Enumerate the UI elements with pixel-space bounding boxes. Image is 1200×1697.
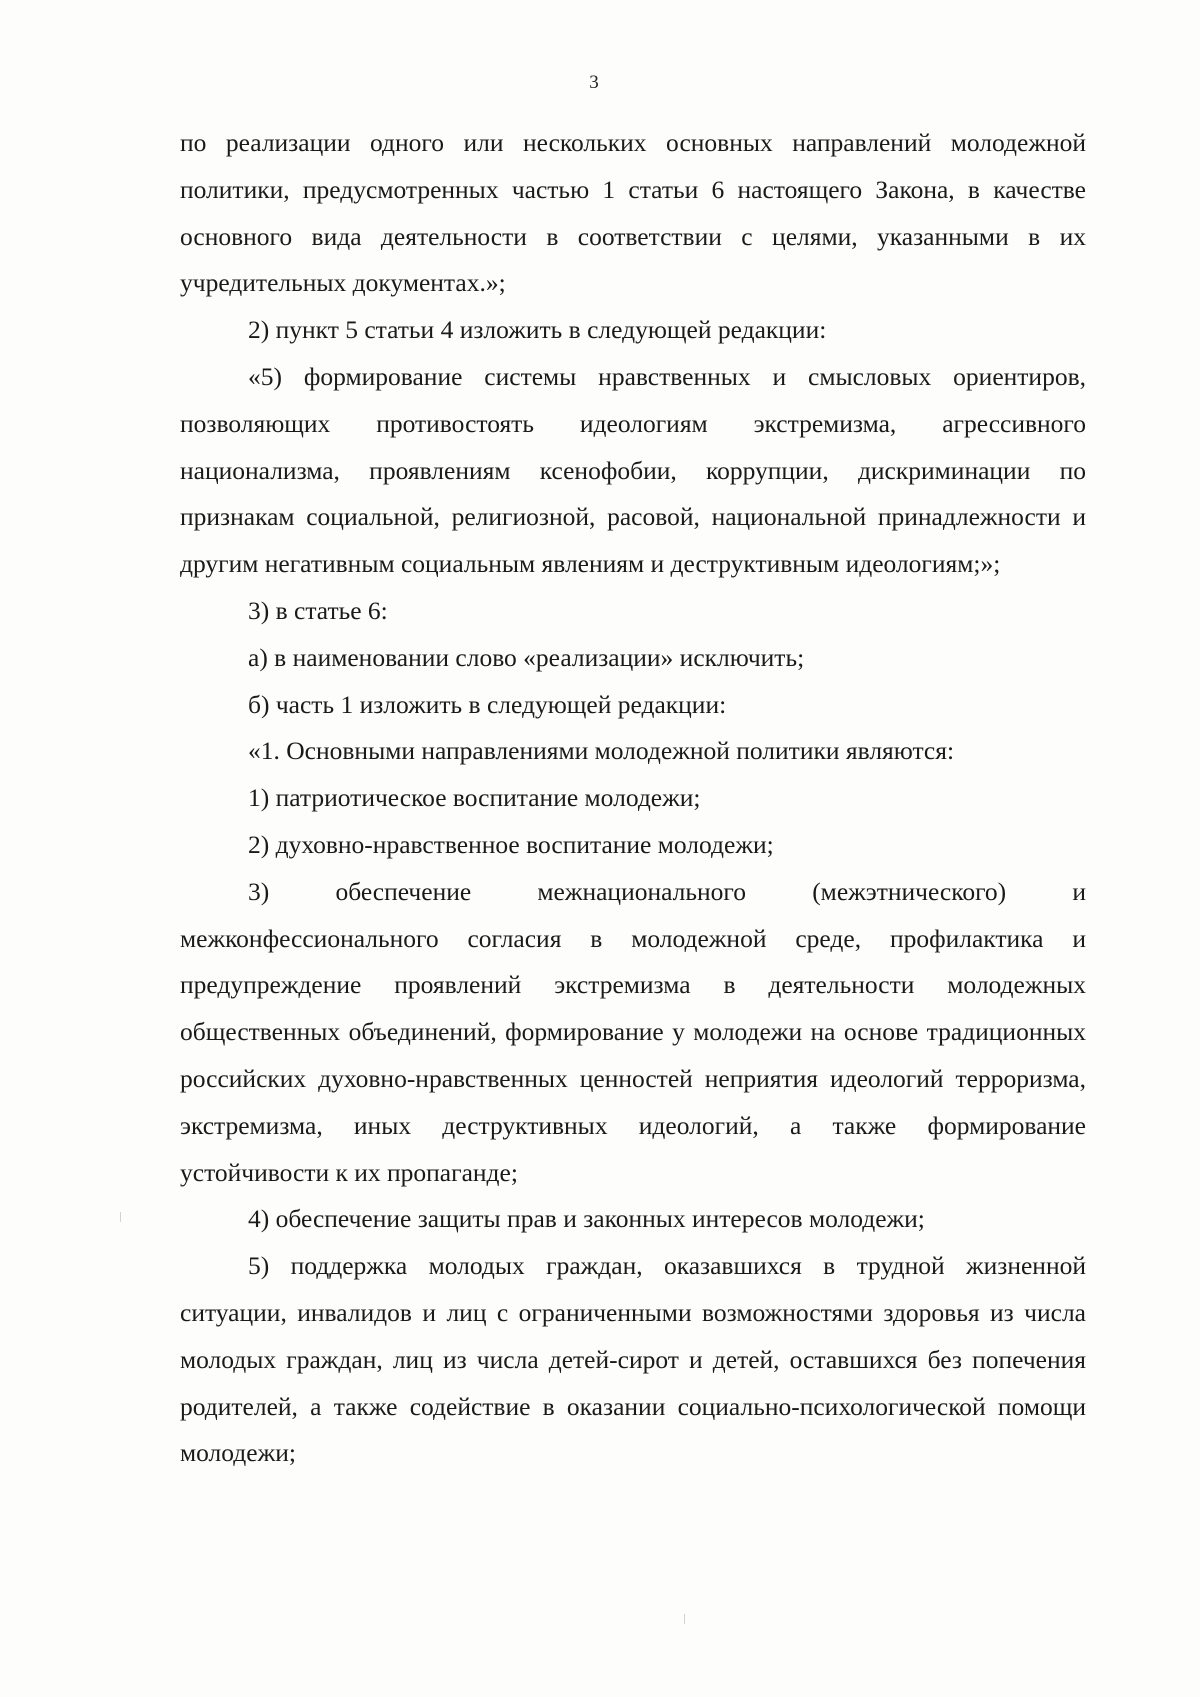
paragraph-sub-b: б) часть 1 изложить в следующей редакции: bbox=[248, 689, 727, 719]
list-item-4: 4) обеспечение защиты прав и законных интересов молодежи; bbox=[248, 1204, 925, 1234]
list-item-2: 2) духовно-нравственное воспитание молодежи; bbox=[248, 829, 774, 859]
list-item-1: 1) патриотическое воспитание молодежи; bbox=[248, 783, 701, 813]
paragraph-part-1-intro: «1. Основными направлениями молодежной политики являются: bbox=[248, 736, 955, 766]
paragraph-item-3: 3) в статье 6: bbox=[248, 595, 388, 625]
list-item-3: 3) обеспечение межнационального (межэтнического) и межконфессионального согласия в молодежной среде, профилактика и предупреждение проявлений экстремизма в деятельности молодежных общественных объединений, формирование у молодежи на основе традиционных российских духовно-нравственных ценностей неприятия идеологий терроризма, экстремизма, иных деструктивных идеологий, а также формирование устойчивости к их пропаганде; bbox=[180, 876, 1086, 1187]
scan-artifact-mark bbox=[120, 1212, 121, 1222]
paragraph-item-5-quote: «5) формирование системы нравственных и смысловых ориентиров, позволяющих противостоять идеологиям экстремизма, агрессивного национализма, проявлениям ксенофобии, коррупции, дискриминации по признакам социальной, религиозной, расовой, национальной принадлежности и другим негативным социальным явлениям и деструктивным идеологиям;»; bbox=[180, 361, 1086, 579]
page-number: 3 bbox=[589, 72, 599, 93]
document-body bbox=[180, 120, 1086, 1477]
list-item-5: 5) поддержка молодых граждан, оказавшихся в трудной жизненной ситуации, инвалидов и лиц с ограниченными возможностями здоровья из числа молодых граждан, лиц из числа детей-сирот и детей, оставшихся без попечения родителей, а также содействие в оказании социально-психологической помощи молодежи; bbox=[180, 1251, 1086, 1468]
paragraph-sub-a: а) в наименовании слово «реализации» исключить; bbox=[248, 642, 805, 672]
paragraph-item-2: 2) пункт 5 статьи 4 изложить в следующей редакции: bbox=[248, 315, 827, 345]
scan-artifact-mark bbox=[684, 1614, 685, 1624]
paragraph-continuation: по реализации одного или нескольких основных направлений молодежной политики, предусмотренных частью 1 статьи 6 настоящего Закона, в качестве основного вида деятельности в соответствии с целями, указанными в их учредительных документах.»; bbox=[180, 128, 1086, 298]
